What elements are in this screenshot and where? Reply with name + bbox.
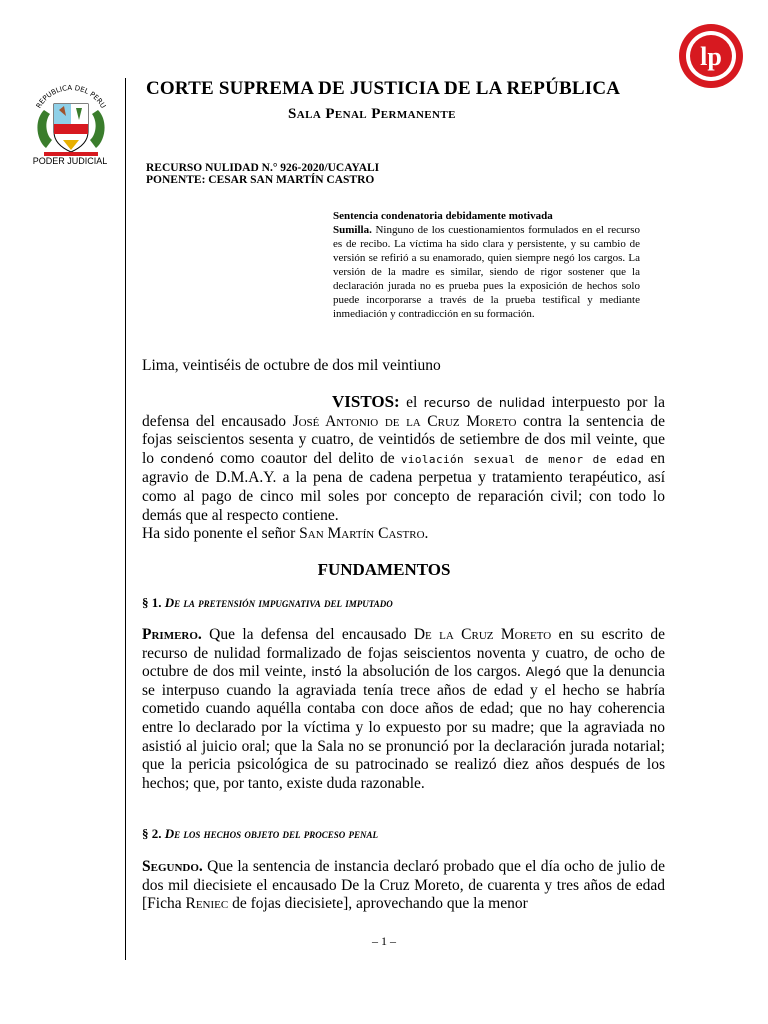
text-run: en su escrito de recurso de nulidad formalizado de fojas seiscientos noventa y cuatro, de ocho de octubre de dos mil veinte, [142,626,665,681]
ponente: PONENTE: CESAR SAN MARTÍN CASTRO [146,174,375,186]
text-run: la absolución de los cargos. [341,663,526,681]
section-2-heading [142,826,378,842]
vistos-label: VISTOS: [332,392,400,411]
segundo-paragraph [142,858,665,914]
vistos-paragraph [142,393,665,544]
fundamentos-heading: FUNDAMENTOS [317,560,451,579]
recurso-nulidad-term: recurso de nulidad [423,395,546,410]
date-line: Lima, veintiséis de octubre de dos mil veintiuno [142,357,441,374]
text-run: como coautor del delito de [213,449,401,467]
text-run: interpuesto por la defensa del encausado [142,394,665,430]
reniec-term: Reniec [185,895,229,913]
sumilla-heading: Sentencia condenatoria debidamente motivada [333,210,553,222]
sumilla [333,209,640,321]
recurso-number: RECURSO NULIDAD N.° 926-2020/UCAYALI [146,162,380,174]
section-title: De la pretensión impugnativa del imputado [164,595,393,610]
case-reference [146,162,379,186]
defendant-name: José Antonio de la Cruz Moreto [292,412,517,430]
insto-term: instó [311,664,342,680]
condeno-term: condenó [160,450,214,466]
court-subtitle: Sala Penal Permanente [288,106,456,122]
page-number: – 1 – [372,934,396,948]
section-title: De los hechos objeto del proceso penal [164,826,379,841]
ponente-name: San Martín Castro [299,525,425,543]
margin-rule [125,78,126,960]
lp-logo-icon [677,22,745,90]
section-number: § 2. [142,826,165,841]
svg-text:lp: lp [700,42,722,71]
crime-term: violación sexual de menor de edad [400,452,645,466]
alego-term: Alegó [525,664,562,680]
segundo-label: Segundo. [142,858,203,875]
text-run: en agravio de D.M.A.Y. a la pena de cadena perpetua y tratamiento terapéutico, así como al pago de cinco mil soles por concepto de reparación civil; con todo lo demás que al respecto contiene. [142,449,665,524]
sumilla-label: Sumilla. [333,224,372,236]
text-run: . [424,525,429,543]
section-1-heading [142,595,393,611]
court-title: CORTE SUPREMA DE JUSTICIA DE LA REPÚBLICA [146,78,621,99]
text-run: que la denuncia se interpuso cuando la agraviada tenía trece años de edad y el hecho se habría cometido cuando aquélla contaba con doce años de edad; que no hay coherencia entre lo declarado por la víctima y lo expuesto por su madre; que la agraviada no asistió al juicio oral; que la Sala no se pronunció por la declaración jurada notarial; que la pericia psicológica de su patrocinado se realizó diez años después de los hechos; que, por tanto, existe duda razonable. [142,663,666,792]
text-run: contra la sentencia de fojas seiscientos sesenta y cuatro, de veintidós de setiembre de dos mil veinte, que lo [142,412,665,467]
text-run: Que la sentencia de instancia declaró probado que el día ocho de julio de dos mil diecisiete el encausado De la Cruz Moreto, de cuarenta y tres años de edad [Ficha [142,858,665,913]
section-number: § 1. [142,595,165,610]
sumilla-text: Ninguno de los cuestionamientos formulados en el recurso es de recibo. La víctima ha sido clara y persistente, y su cambio de versión se refirió a su enamorado, quien siempre negó los cargos. La versión de la madre es similar, siendo de rigor sostener que la declaración jurada no es prueba pues la exposición de hechos solo puede incorporarse a través de la prueba testifical y mediante inmediación y contradicción en su formación. [333,224,640,320]
text-run: de fojas diecisiete], aprovechando que la menor [228,895,528,913]
primero-label: Primero. [142,626,202,643]
primero-paragraph [142,626,665,793]
text-run: el [399,394,424,411]
text-run: Que la defensa del encausado [201,626,414,643]
svg-text:REPUBLICA DEL PERU: REPUBLICA DEL PERU [34,83,108,110]
defendant-name: De la Cruz Moreto [413,626,552,643]
seal-caption: PODER JUDICIAL [32,156,108,166]
text-run: Ha sido ponente el señor [142,525,300,543]
